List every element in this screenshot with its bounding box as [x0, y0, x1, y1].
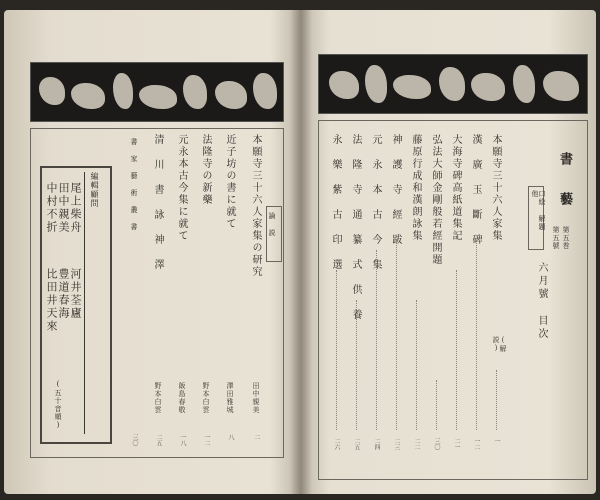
month-issue-label: 六月號 目次: [536, 262, 547, 341]
leader-dots: [416, 300, 417, 430]
contents-title: 法 隆 寺 通 纂 式 供 養: [350, 134, 361, 321]
editor-name: 河井荃廬: [69, 268, 82, 320]
contents-page: 二二: [413, 438, 420, 450]
left-page: [4, 10, 300, 494]
contents-title: 大海寺碑高紙道集記: [450, 134, 461, 242]
section-header: 論 説: [268, 212, 276, 237]
contents-page: 二一: [453, 438, 460, 450]
editor-name: 田中親美: [57, 182, 70, 234]
article-page: 二五: [155, 434, 162, 446]
article-title: 清 川 書 詠 神 澤: [152, 134, 163, 271]
article-page: 一二: [203, 434, 210, 446]
contents-page: 二五: [353, 438, 360, 450]
header-box-label: 口絵 解題 他: [531, 190, 546, 231]
leader-dots: [476, 240, 477, 430]
contents-page: 二六: [333, 438, 340, 450]
editor-name: 比田井天來: [45, 268, 58, 333]
contents-title: 藤原行成和漢朗詠集: [410, 134, 421, 242]
book-gutter: [290, 10, 312, 494]
contents-page: 一: [493, 438, 500, 444]
article-title: 近子坊の書に就て: [224, 134, 235, 230]
contents-author: (解説): [492, 336, 507, 353]
leader-dots: [436, 380, 437, 430]
leader-dots: [376, 250, 377, 430]
editor-name: 豊道春海: [57, 268, 70, 320]
contents-page: 二三: [393, 438, 400, 450]
leader-dots: [356, 300, 357, 430]
article-author: 澤田雅城: [226, 382, 234, 414]
leader-dots: [336, 270, 337, 430]
contents-title: 神 護 寺 經 跋: [390, 134, 401, 246]
contents-page: 一二: [473, 438, 480, 450]
contents-title: 元 永 本 古 今 集: [370, 134, 381, 271]
stone-rubbing-illustration-right: [318, 54, 588, 114]
editors-title-underline: [84, 172, 85, 434]
article-author: 野本白雲: [202, 382, 210, 414]
article-page: 八: [227, 434, 234, 440]
article-author: 野本白雲: [154, 382, 162, 414]
leader-dots: [456, 270, 457, 430]
article-title: 本願寺三十六人家集の研究: [250, 134, 261, 278]
article-title: 書 家 藝 術 叢 書: [130, 138, 138, 231]
magazine-title: 書 藝: [557, 152, 572, 211]
article-title: 元永本古今集に就て: [176, 134, 187, 242]
contents-title: 弘法大師金剛般若經開題: [430, 134, 441, 266]
volume-number: 第五巻: [562, 226, 570, 250]
editors-box-title: 編輯顧問: [90, 172, 99, 208]
contents-page: 三〇: [433, 438, 440, 450]
contents-title: 本願寺三十六人家集: [490, 134, 501, 242]
stone-rubbing-illustration-left: [30, 62, 284, 122]
editors-note: (五十音順): [54, 380, 62, 430]
leader-dots: [496, 370, 497, 430]
issue-number: 第五號: [552, 226, 560, 250]
article-author: 田中親美: [252, 382, 260, 414]
article-page: 一八: [179, 434, 186, 446]
article-author: 飯島春敬: [178, 382, 186, 414]
editor-name: 尾上柴舟: [69, 182, 82, 234]
contents-title: 漢 廣 玉 斷 碑: [470, 134, 481, 246]
leader-dots: [396, 240, 397, 430]
right-page: [300, 10, 596, 494]
article-page: 三〇: [131, 434, 138, 446]
article-title: 法隆寺の新藥: [200, 134, 211, 206]
article-page: 二: [253, 434, 260, 440]
contents-page: 二四: [373, 438, 380, 450]
contents-title: 永 樂 紫 古 印 選: [330, 134, 341, 271]
editor-name: 中村不折: [45, 182, 58, 234]
open-book: [4, 10, 596, 494]
